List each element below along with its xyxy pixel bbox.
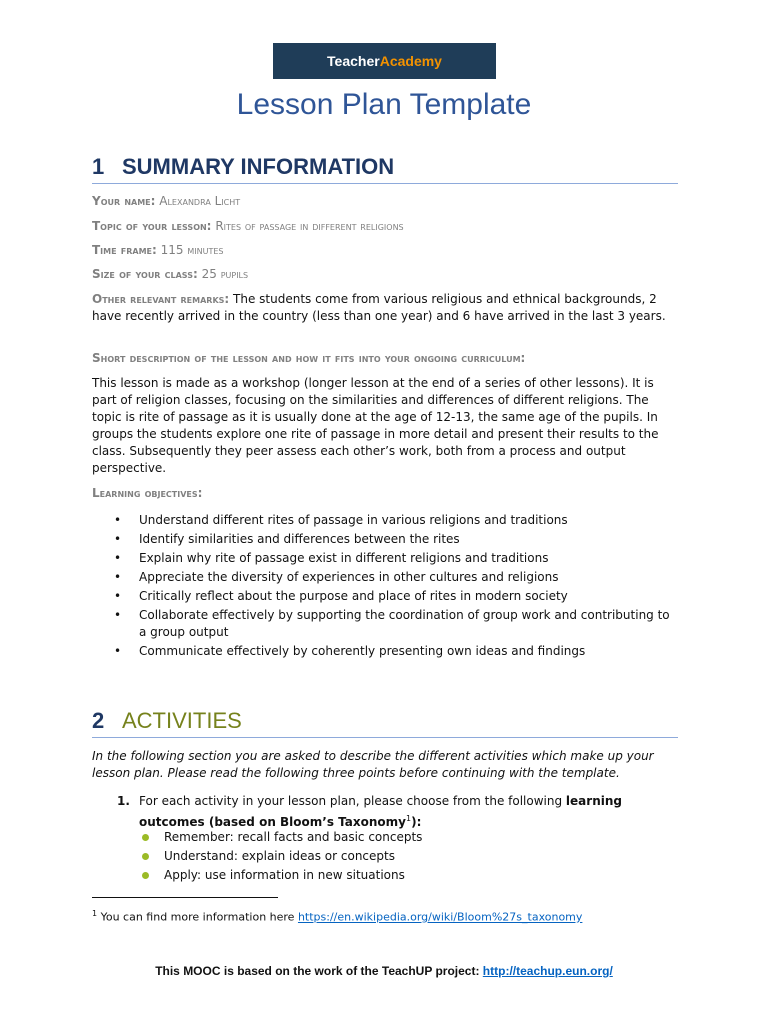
footer-text: This MOOC is based on the work of the TeachUP project:: [155, 964, 483, 978]
field-description-label: [92, 350, 678, 367]
green-bullet-icon: [142, 834, 149, 841]
field-value: Alexandra Licht: [159, 194, 241, 208]
list-item: Apply: use information in new situations: [139, 867, 639, 884]
section-heading-activities: [92, 708, 678, 738]
objectives-label: [92, 485, 678, 502]
lesson-description: This lesson is made as a workshop (longer lesson at the end of a series of other lessons). It is part of religion classes, focusing on the similarities and differences of different religions. The topic is rite of passage as it is usually done at the age of 12-13, the same age of the pupils. In groups the students explore one rite of passage in more detail and present their results to the class. Subsequently they peer assess each other’s work, both from a process and output perspective.: [92, 376, 659, 475]
logo-text-academy: Academy: [379, 53, 442, 69]
activities-intro: In the following section you are asked to describe the different activities which make up your lesson plan. Please read the following three points before continuing with the template.: [92, 749, 654, 780]
page-footer: [0, 964, 768, 978]
item-number: 1.: [117, 794, 130, 808]
bullet-icon: •: [114, 513, 122, 527]
field-label: Time frame:: [92, 243, 157, 257]
bullet-icon: •: [114, 532, 122, 546]
list-item: • Understand different rites of passage in various religions and traditions: [114, 513, 568, 527]
document-title: Lesson Plan Template: [236, 88, 532, 121]
bullet-icon: •: [114, 644, 122, 658]
footnote-ref[interactable]: 1: [406, 814, 412, 823]
bullet-icon: •: [114, 608, 122, 622]
field-label: Topic of your lesson:: [92, 219, 212, 233]
green-bullet-icon: [142, 872, 149, 879]
field-value: 115 minutes: [160, 243, 224, 257]
objectives-list: [92, 512, 678, 662]
section-heading-summary: [92, 154, 678, 184]
item-text: For each activity in your lesson plan, please choose from the following learning outcomes (based on Bloom’s Taxonomy$^1$):: [139, 794, 622, 829]
list-item: • Appreciate the diversity of experiences in other cultures and religions: [114, 570, 559, 584]
footnote-divider: [92, 897, 278, 898]
bullet-icon: •: [114, 570, 122, 584]
list-item: • Collaborate effectively by supporting the coordination of group work and contributing to a group output: [114, 608, 670, 639]
numbered-item: [117, 793, 637, 831]
section-number: 1: [92, 154, 105, 179]
list-item: Remember: recall facts and basic concepts: [139, 829, 639, 846]
section-title: ACTIVITIES: [122, 708, 242, 733]
section-title: SUMMARY INFORMATION: [122, 154, 395, 179]
green-bullet-icon: [142, 853, 149, 860]
logo-text-teacher: Teacher: [327, 53, 380, 69]
section-number: 2: [92, 708, 105, 733]
field-your-name: [92, 193, 678, 210]
footnote-marker: 1: [92, 909, 98, 918]
footnote-link[interactable]: https://en.wikipedia.org/wiki/Bloom%27s_taxonomy: [297, 910, 583, 924]
bullet-icon: •: [114, 589, 122, 603]
list-item: • Identify similarities and differences between the rites: [114, 532, 460, 546]
outcomes-list: [139, 829, 639, 886]
field-value: The students come from various religious and ethnical backgrounds, 2 have recently arrived in the country (less than one year) and 6 have arrived in the last 3 years.: [92, 292, 666, 323]
teacher-academy-logo: [273, 43, 496, 79]
field-time-frame: [92, 242, 678, 259]
footer-link[interactable]: http://teachup.eun.org/: [482, 964, 613, 978]
field-value: Rites of passage in different religions: [215, 219, 404, 233]
field-value: 25 pupils: [201, 267, 249, 281]
field-label: Other relevant remarks:: [92, 292, 230, 306]
list-item: Understand: explain ideas or concepts: [139, 848, 639, 865]
field-remarks: [92, 291, 678, 325]
field-class-size: [92, 266, 678, 283]
field-label: Short description of the lesson and how it fits into your ongoing curriculum:: [92, 351, 526, 365]
list-item: • Critically reflect about the purpose and place of rites in modern society: [114, 589, 568, 603]
footnote: [92, 909, 582, 924]
list-item: • Communicate effectively by coherently presenting own ideas and findings: [114, 644, 586, 658]
field-label: Size of your class:: [92, 267, 198, 281]
field-label: Learning objectives:: [92, 486, 203, 500]
footnote-text: You can find more information here: [97, 910, 298, 924]
list-item: • Explain why rite of passage exist in different religions and traditions: [114, 551, 549, 565]
field-topic: [92, 218, 678, 235]
field-label: Your name:: [92, 194, 156, 208]
bullet-icon: •: [114, 551, 122, 565]
